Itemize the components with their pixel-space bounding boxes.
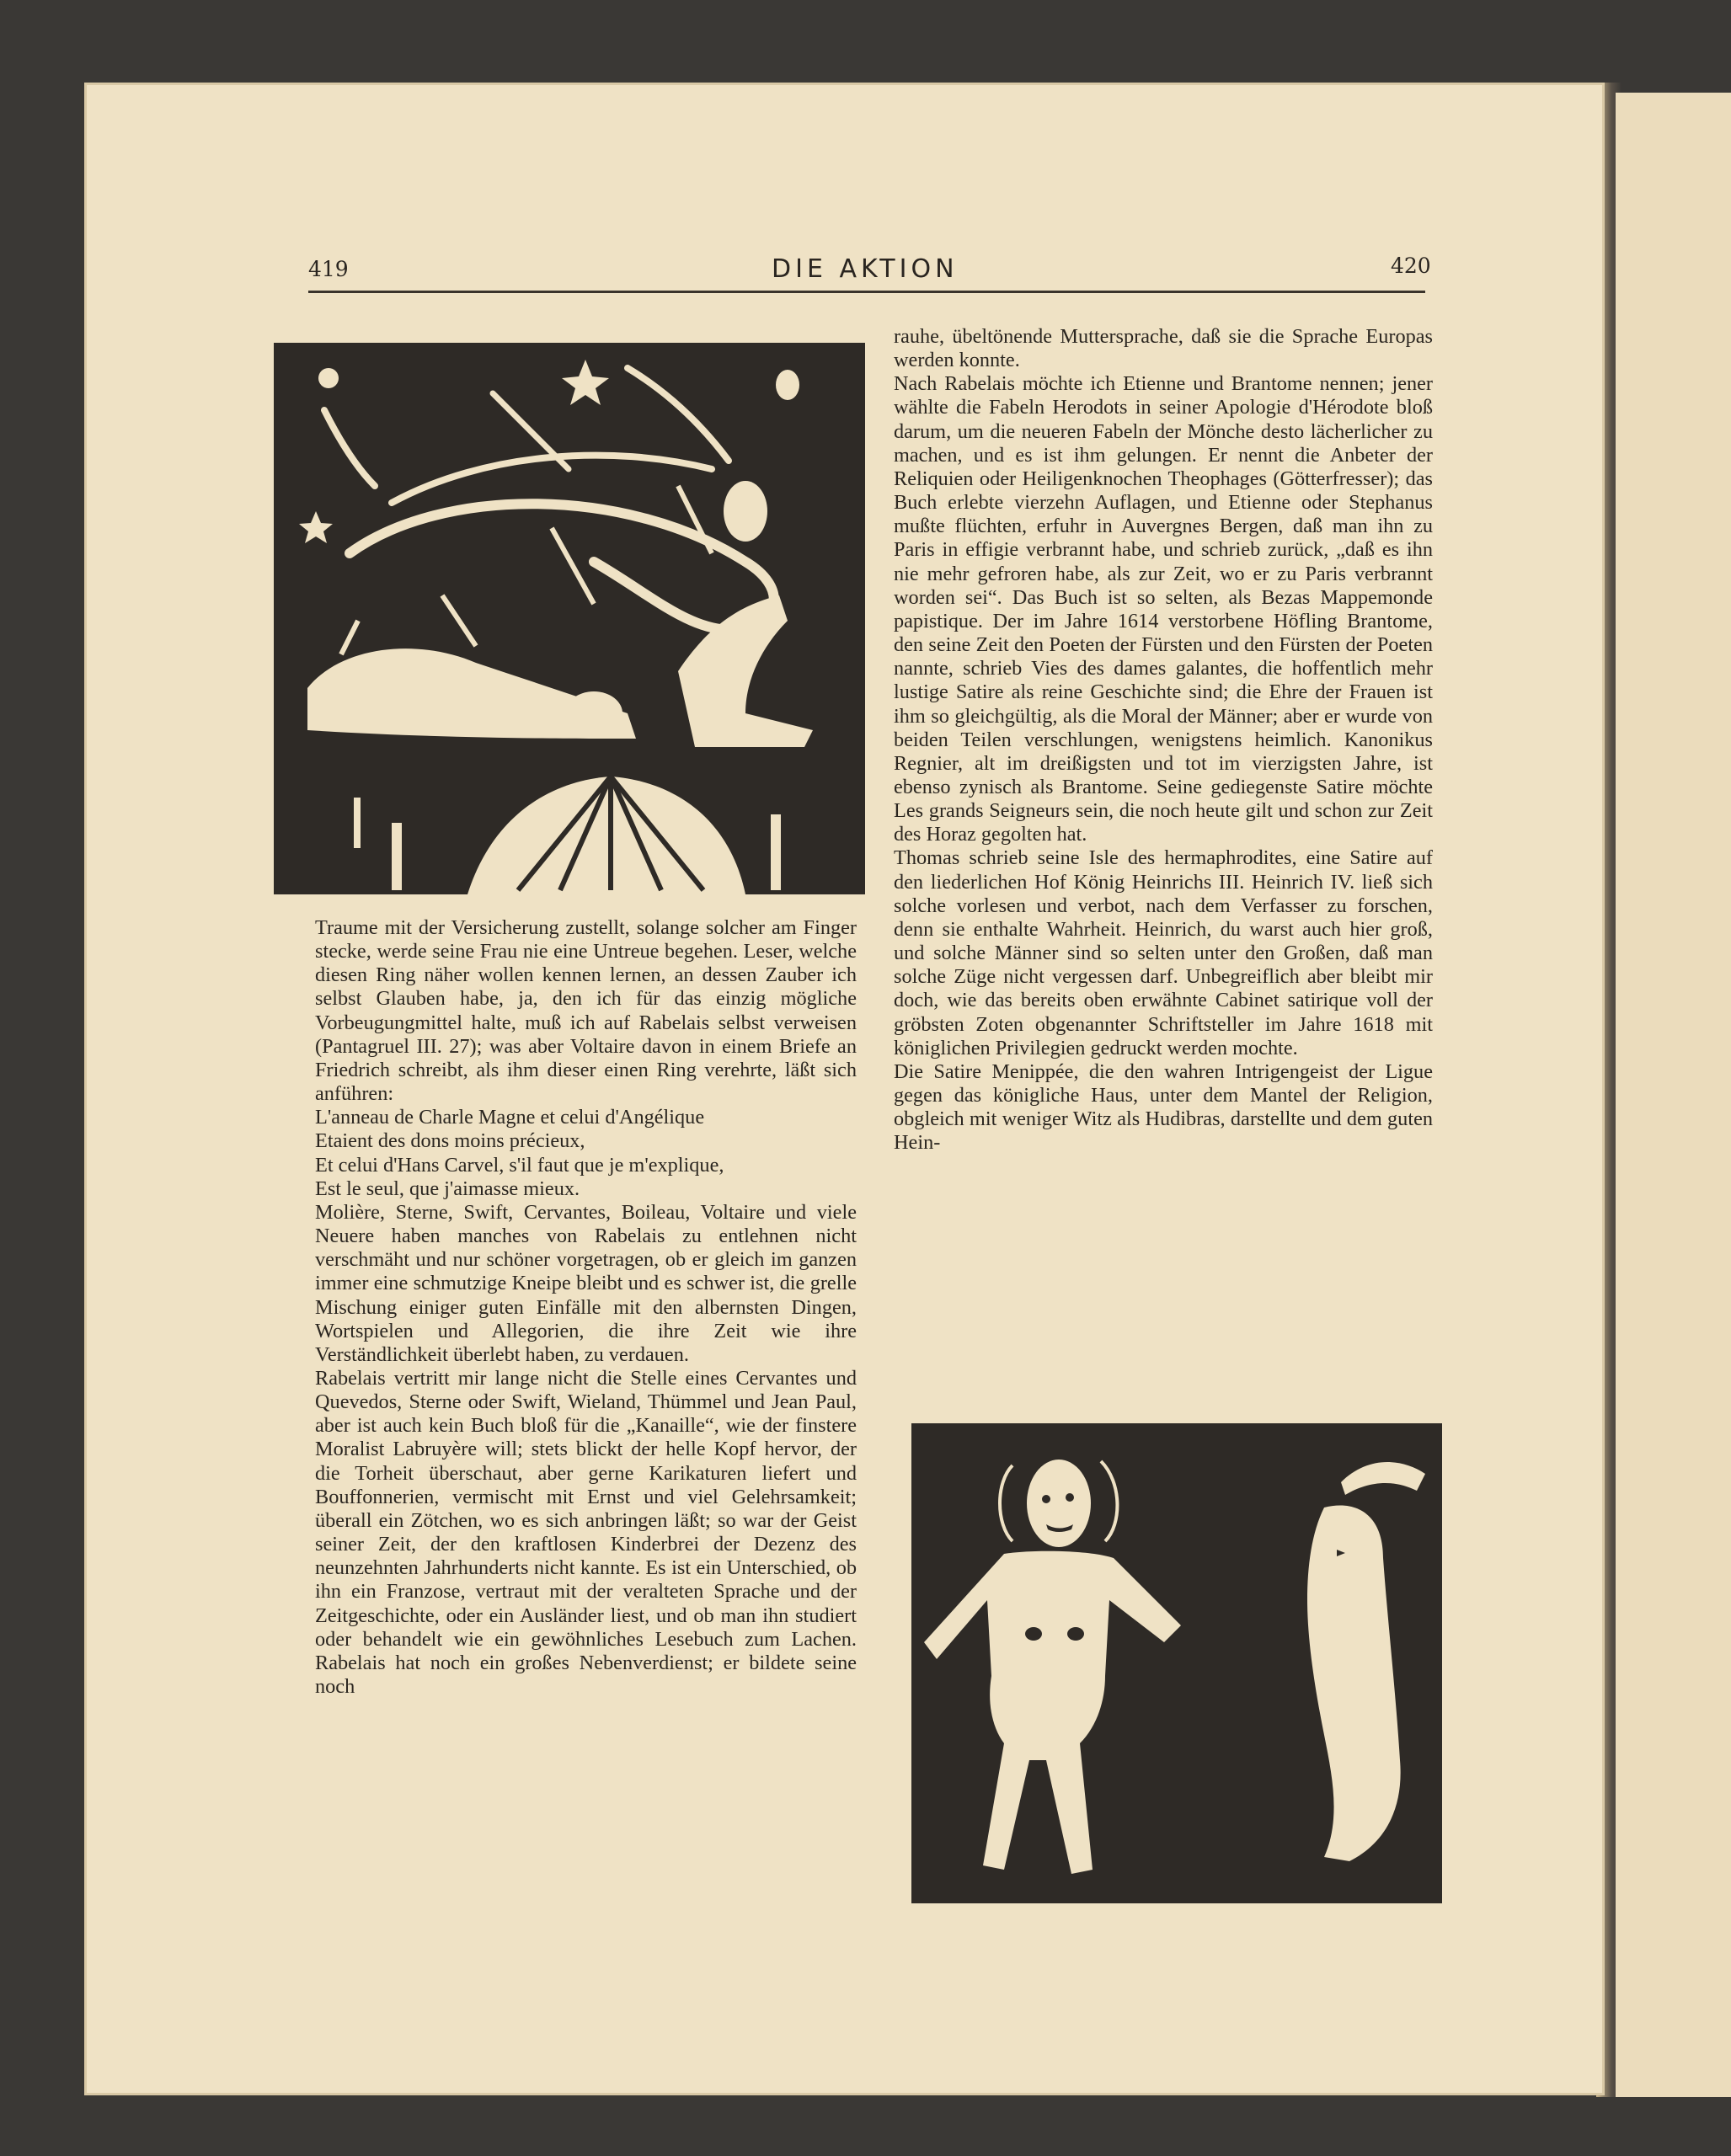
woodcut-top-artwork xyxy=(274,343,865,894)
left-paragraph-3: Rabelais vertritt mir lange nicht die Stelle eines Cervantes und Quevedos, Sterne oder Swift, Wieland, Thümmel und Jean Paul, aber ist auch kein Buch bloß für die „Kanaille“, wie der finstere Moralist Labruyère will; stets blickt der helle Kopf hervor, der die Torheit überschaut, aber gerne Karikaturen liefert und Bouffonnerien, vermischt mit Ernst und viel Gelehrsamkeit; überall ein Zötchen, wo es sich anbringen läßt; so war der Geist seiner Zeit, der den kraftlosen Kinderbrei der Dezenz des neunzehnten Jahrhunderts nicht kannte. Es ist ein Unterschied, ob ihn ein Franzose, vertraut mit der veralteten Sprache und der Zeitgeschichte, oder ein Ausländer liest, und ob man ihn studiert oder behandelt wie ein gewöhnliches Lesebuch zum Lachen. Rabelais hat noch ein großes Nebenverdienst; er bildete seine noch xyxy=(315,1366,857,1698)
left-column-text xyxy=(315,916,857,1699)
left-paragraph-2: Molière, Sterne, Swift, Cervantes, Boileau, Voltaire und viele Neuere haben manches von Rabelais zu entlehnen nicht verschmäht und nur schöner vorgetragen, ob er gleich im ganzen immer eine schmutzige Kneipe bleibt und es schwer ist, die grelle Mischung einiger guten Einfälle mit den albernsten Dingen, Wortspielen und Allegorien, die ihre Zeit wie ihre Verständlichkeit überlebt haben, zu verdauen. xyxy=(315,1200,857,1366)
header-rule xyxy=(308,291,1425,293)
right-paragraph-1: rauhe, übeltönende Muttersprache, daß sie die Sprache Europas werden konnte. xyxy=(894,325,1433,372)
right-column-text xyxy=(894,325,1433,1155)
left-paragraph-1: Traume mit der Versicherung zustellt, solange solcher am Finger stecke, werde seine Frau nie eine Untreue begehen. Leser, welche diesen Ring näher wollen kennen lernen, an dessen Zauber ich selbst Glauben habe, ja, den ich für das einzig mögliche Vorbeugungmittel halte, muß ich auf Rabelais selbst verweisen (Pantagruel III. 27); was aber Voltaire davon in einem Briefe an Friedrich schreibt, als ihm dieser einen Ring verehrte, läßt sich anführen: xyxy=(315,916,857,1106)
facing-page-edge xyxy=(1616,93,1731,2097)
woodcut-bottom-artwork xyxy=(911,1423,1442,1903)
verse-line-4: Est le seul, que j'aimasse mieux. xyxy=(315,1177,580,1200)
right-paragraph-4: Die Satire Menippée, die den wahren Intrigengeist der Ligue gegen das königliche Haus, unter dem Mantel der Religion, obgleich mit weniger Witz als Hudibras, darstellte und dem guten Hein- xyxy=(894,1059,1433,1155)
verse-line-3: Et celui d'Hans Carvel, s'il faut que je m'explique, xyxy=(315,1153,724,1177)
page-number-right: 420 xyxy=(1391,253,1431,278)
verse-line-1: L'anneau de Charle Magne et celui d'Angélique xyxy=(315,1106,705,1129)
woodcut-illustration-top xyxy=(274,343,865,894)
verse-line-2: Etaient des dons moins précieux, xyxy=(315,1129,585,1153)
woodcut-illustration-bottom xyxy=(911,1423,1442,1903)
journal-title: DIE AKTION xyxy=(772,254,959,284)
page-number-left: 419 xyxy=(308,257,349,281)
right-paragraph-3: Thomas schrieb seine Isle des hermaphrodites, eine Satire auf den liederlichen Hof König Heinrichs III. Heinrich IV. ließ sich solche vorlesen und verbot, nach dem Verfasser zu forschen, denn sie enthalte Wahrheit. Heinrich, du warst auch hier groß, und solche Männer sind so selten unter den Großen, daß man solche Züge nicht vergessen darf. Unbegreiflich aber bleibt mir doch, wie das bereits oben erwähnte Cabinet satirique voll der gröbsten Zoten obgenannter Schriftsteller im Jahre 1618 mit königlichen Privilegien gedruckt werden mochte. xyxy=(894,846,1433,1059)
right-paragraph-2: Nach Rabelais möchte ich Etienne und Brantome nennen; jener wählte die Fabeln Herodots in seiner Apologie d'Hérodote bloß darum, um die neueren Fabeln der Mönche desto lächerlicher zu machen, und es ist ihm gelungen. Er nennt die Anbeter der Reliquien oder Heiligenknochen Theophages (Götterfresser); das Buch erlebte vierzehn Auflagen, und Etienne oder Stephanus mußte flüchten, erfuhr in Auvergnes Bergen, daß man ihn zu Paris in effigie verbrannt habe, und schrieb zurück, „daß es ihn nie mehr gefroren habe, als zur Zeit, wo er zu Paris verbrannt worden sei“. Das Buch ist so selten, als Bezas Mappemonde papistique. Der im Jahre 1614 verstorbene Höfling Brantome, den seine Zeit den Poeten der Fürsten und den Fürsten der Poeten nannte, schrieb Vies des dames galantes, die hoffentlich mehr lustige Satire als reine Geschichte sind; die Ehre der Frauen ist ihm so gleichgültig, als die Moral der Männer; aber er wurde von beiden Teilen verschlungen, wenigstens heimlich. Kanonikus Regnier, alt im dreißigsten und tot im vierzigsten Jahre, ist ebenso zynisch als Brantome. Seine gediegenste Satire möchte Les grands Seigneurs sein, die noch heute gilt und schon zur Zeit des Horaz gegolten hat. xyxy=(894,372,1433,846)
